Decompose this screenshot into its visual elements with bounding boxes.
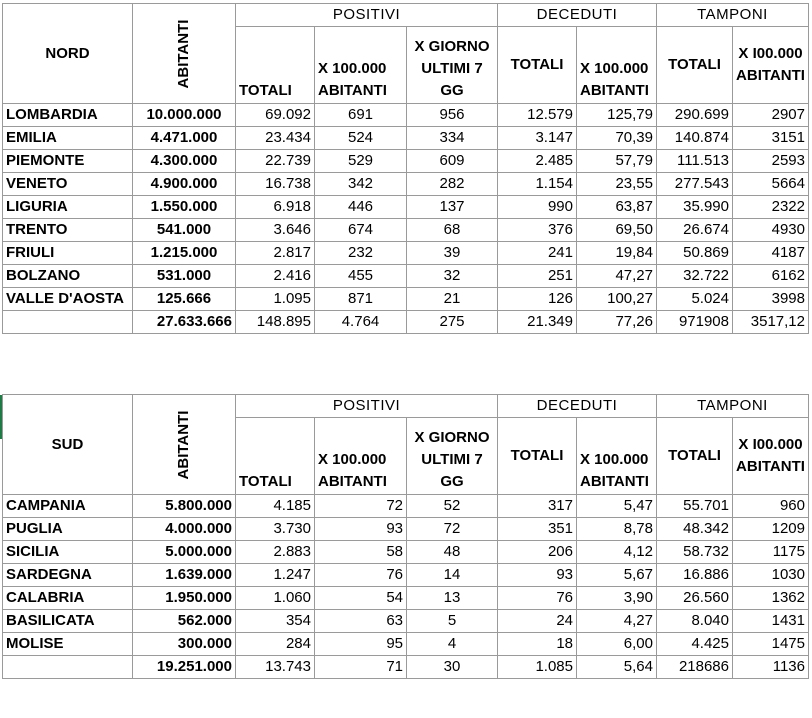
- deceduti-group-header[interactable]: DECEDUTI: [498, 395, 657, 418]
- tamp-100k-cell[interactable]: 2907: [733, 104, 809, 127]
- tamp-tot-cell[interactable]: 35.990: [657, 196, 733, 219]
- abitanti-cell[interactable]: 1.550.000: [133, 196, 236, 219]
- dec-100k-cell[interactable]: 70,39: [577, 127, 657, 150]
- x100k-dec-header[interactable]: X 100.000 ABITANTI: [577, 418, 657, 495]
- abitanti-cell[interactable]: 5.000.000: [133, 541, 236, 564]
- dec-tot-cell[interactable]: 251: [498, 265, 577, 288]
- total-pos-tot-cell[interactable]: 148.895: [236, 311, 315, 334]
- sud-region-title[interactable]: SUD: [3, 395, 133, 495]
- positivi-group-header[interactable]: POSITIVI: [236, 395, 498, 418]
- pos-tot-cell[interactable]: 22.739: [236, 150, 315, 173]
- tamp-tot-cell[interactable]: 26.560: [657, 587, 733, 610]
- pos-giorno-cell[interactable]: 68: [407, 219, 498, 242]
- pos-tot-cell[interactable]: 3.730: [236, 518, 315, 541]
- totali-dec-header[interactable]: TOTALI: [498, 418, 577, 495]
- pos-100k-cell[interactable]: 95: [315, 633, 407, 656]
- tamp-100k-cell[interactable]: 2593: [733, 150, 809, 173]
- pos-100k-cell[interactable]: 455: [315, 265, 407, 288]
- region-name-cell[interactable]: CAMPANIA: [3, 495, 133, 518]
- pos-giorno-cell[interactable]: 4: [407, 633, 498, 656]
- nord-table: [2, 3, 809, 334]
- abitanti-cell[interactable]: 4.471.000: [133, 127, 236, 150]
- abitanti-cell[interactable]: 4.900.000: [133, 173, 236, 196]
- pos-giorno-cell[interactable]: 48: [407, 541, 498, 564]
- total-pos-giorno-cell[interactable]: 275: [407, 311, 498, 334]
- total-pos-giorno-cell[interactable]: 30: [407, 656, 498, 679]
- pos-tot-cell[interactable]: 4.185: [236, 495, 315, 518]
- table-row: [3, 518, 809, 541]
- dec-tot-cell[interactable]: 241: [498, 242, 577, 265]
- tamp-100k-cell[interactable]: 4187: [733, 242, 809, 265]
- tamp-100k-cell[interactable]: 2322: [733, 196, 809, 219]
- pos-100k-cell[interactable]: 871: [315, 288, 407, 311]
- region-name-cell[interactable]: VENETO: [3, 173, 133, 196]
- total-pos-100k-cell[interactable]: 71: [315, 656, 407, 679]
- dec-100k-cell[interactable]: 3,90: [577, 587, 657, 610]
- dec-100k-cell[interactable]: 125,79: [577, 104, 657, 127]
- region-name-cell[interactable]: TRENTO: [3, 219, 133, 242]
- abitanti-cell[interactable]: 4.000.000: [133, 518, 236, 541]
- total-dec-tot-cell[interactable]: 1.085: [498, 656, 577, 679]
- pos-giorno-cell[interactable]: 32: [407, 265, 498, 288]
- pos-giorno-cell[interactable]: 13: [407, 587, 498, 610]
- dec-tot-cell[interactable]: 18: [498, 633, 577, 656]
- total-row: [3, 311, 809, 334]
- x100k-tamp-header[interactable]: X I00.000 ABITANTI: [733, 418, 809, 495]
- abitanti-header[interactable]: [133, 4, 236, 104]
- pos-tot-cell[interactable]: 1.095: [236, 288, 315, 311]
- dec-100k-cell[interactable]: 47,27: [577, 265, 657, 288]
- table-row: [3, 564, 809, 587]
- region-name-cell[interactable]: MOLISE: [3, 633, 133, 656]
- abitanti-cell[interactable]: 1.215.000: [133, 242, 236, 265]
- tamp-100k-cell[interactable]: 960: [733, 495, 809, 518]
- dec-tot-cell[interactable]: 93: [498, 564, 577, 587]
- tamp-100k-cell[interactable]: 1362: [733, 587, 809, 610]
- pos-tot-cell[interactable]: 284: [236, 633, 315, 656]
- pos-tot-cell[interactable]: 1.247: [236, 564, 315, 587]
- total-label-cell[interactable]: [3, 311, 133, 334]
- dec-100k-cell[interactable]: 63,87: [577, 196, 657, 219]
- abitanti-cell[interactable]: 10.000.000: [133, 104, 236, 127]
- pos-giorno-cell[interactable]: 52: [407, 495, 498, 518]
- table-row: [3, 610, 809, 633]
- pos-100k-cell[interactable]: 93: [315, 518, 407, 541]
- region-name-cell[interactable]: SARDEGNA: [3, 564, 133, 587]
- dec-tot-cell[interactable]: 2.485: [498, 150, 577, 173]
- tamponi-group-header[interactable]: TAMPONI: [657, 395, 809, 418]
- total-dec-100k-cell[interactable]: 77,26: [577, 311, 657, 334]
- table-row: [3, 495, 809, 518]
- table-row: [3, 288, 809, 311]
- dec-tot-cell[interactable]: 76: [498, 587, 577, 610]
- tamp-tot-cell[interactable]: 55.701: [657, 495, 733, 518]
- dec-100k-cell[interactable]: 100,27: [577, 288, 657, 311]
- pos-tot-cell[interactable]: 2.416: [236, 265, 315, 288]
- pos-100k-cell[interactable]: 342: [315, 173, 407, 196]
- total-tamp-tot-cell[interactable]: 971908: [657, 311, 733, 334]
- xgiorno-pos-header[interactable]: X GIORNO ULTIMI 7 GG: [407, 27, 498, 104]
- region-name-cell[interactable]: BOLZANO: [3, 265, 133, 288]
- abitanti-cell[interactable]: 531.000: [133, 265, 236, 288]
- pos-giorno-cell[interactable]: 39: [407, 242, 498, 265]
- total-dec-100k-cell[interactable]: 5,64: [577, 656, 657, 679]
- abitanti-cell[interactable]: 562.000: [133, 610, 236, 633]
- totali-tamp-header[interactable]: TOTALI: [657, 418, 733, 495]
- pos-giorno-cell[interactable]: 21: [407, 288, 498, 311]
- pos-100k-cell[interactable]: 63: [315, 610, 407, 633]
- pos-tot-cell[interactable]: 69.092: [236, 104, 315, 127]
- pos-100k-cell[interactable]: 446: [315, 196, 407, 219]
- nord-region-title[interactable]: NORD: [3, 4, 133, 104]
- dec-tot-cell[interactable]: 1.154: [498, 173, 577, 196]
- tamp-tot-cell[interactable]: 58.732: [657, 541, 733, 564]
- dec-100k-cell[interactable]: 57,79: [577, 150, 657, 173]
- abitanti-header[interactable]: [133, 395, 236, 495]
- dec-tot-cell[interactable]: 990: [498, 196, 577, 219]
- pos-giorno-cell[interactable]: 137: [407, 196, 498, 219]
- pos-tot-cell[interactable]: 2.817: [236, 242, 315, 265]
- totali-pos-header[interactable]: TOTALI: [236, 418, 315, 495]
- xgiorno-pos-header[interactable]: X GIORNO ULTIMI 7 GG: [407, 418, 498, 495]
- pos-100k-cell[interactable]: 232: [315, 242, 407, 265]
- abitanti-cell[interactable]: 1.639.000: [133, 564, 236, 587]
- dec-tot-cell[interactable]: 351: [498, 518, 577, 541]
- tamp-tot-cell[interactable]: 111.513: [657, 150, 733, 173]
- region-name-cell[interactable]: LIGURIA: [3, 196, 133, 219]
- abitanti-cell[interactable]: 541.000: [133, 219, 236, 242]
- dec-100k-cell[interactable]: 19,84: [577, 242, 657, 265]
- pos-tot-cell[interactable]: 16.738: [236, 173, 315, 196]
- totali-dec-header[interactable]: TOTALI: [498, 27, 577, 104]
- region-name-cell[interactable]: FRIULI: [3, 242, 133, 265]
- tamp-tot-cell[interactable]: 32.722: [657, 265, 733, 288]
- dec-100k-cell[interactable]: 6,00: [577, 633, 657, 656]
- table-row: [3, 127, 809, 150]
- table-row: [3, 633, 809, 656]
- table-row: [3, 150, 809, 173]
- positivi-group-header[interactable]: POSITIVI: [236, 4, 498, 27]
- tamp-100k-cell[interactable]: 1431: [733, 610, 809, 633]
- dec-100k-cell[interactable]: 5,67: [577, 564, 657, 587]
- total-abitanti-cell[interactable]: 19.251.000: [133, 656, 236, 679]
- tamp-100k-cell[interactable]: 6162: [733, 265, 809, 288]
- pos-100k-cell[interactable]: 58: [315, 541, 407, 564]
- pos-giorno-cell[interactable]: 72: [407, 518, 498, 541]
- tamp-tot-cell[interactable]: 277.543: [657, 173, 733, 196]
- total-dec-tot-cell[interactable]: 21.349: [498, 311, 577, 334]
- pos-100k-cell[interactable]: 529: [315, 150, 407, 173]
- pos-giorno-cell[interactable]: 334: [407, 127, 498, 150]
- tamp-tot-cell[interactable]: 8.040: [657, 610, 733, 633]
- table-row: [3, 196, 809, 219]
- pos-100k-cell[interactable]: 524: [315, 127, 407, 150]
- tamp-tot-cell[interactable]: 26.674: [657, 219, 733, 242]
- total-abitanti-cell[interactable]: 27.633.666: [133, 311, 236, 334]
- total-pos-100k-cell[interactable]: 4.764: [315, 311, 407, 334]
- table-row: [3, 587, 809, 610]
- table-row: [3, 104, 809, 127]
- region-name-cell[interactable]: VALLE D'AOSTA: [3, 288, 133, 311]
- tamp-100k-cell[interactable]: 3151: [733, 127, 809, 150]
- dec-100k-cell[interactable]: 4,12: [577, 541, 657, 564]
- total-tamp-tot-cell[interactable]: 218686: [657, 656, 733, 679]
- region-name-cell[interactable]: EMILIA: [3, 127, 133, 150]
- pos-tot-cell[interactable]: 6.918: [236, 196, 315, 219]
- tamponi-group-header[interactable]: TAMPONI: [657, 4, 809, 27]
- total-label-cell[interactable]: [3, 656, 133, 679]
- pos-giorno-cell[interactable]: 609: [407, 150, 498, 173]
- deceduti-group-header[interactable]: DECEDUTI: [498, 4, 657, 27]
- pos-100k-cell[interactable]: 691: [315, 104, 407, 127]
- table-row: [3, 173, 809, 196]
- tamp-100k-cell[interactable]: 5664: [733, 173, 809, 196]
- tamp-tot-cell[interactable]: 140.874: [657, 127, 733, 150]
- pos-giorno-cell[interactable]: 282: [407, 173, 498, 196]
- table-row: [3, 541, 809, 564]
- pos-100k-cell[interactable]: 76: [315, 564, 407, 587]
- dec-100k-cell[interactable]: 8,78: [577, 518, 657, 541]
- pos-giorno-cell[interactable]: 14: [407, 564, 498, 587]
- abitanti-cell[interactable]: 4.300.000: [133, 150, 236, 173]
- tamp-100k-cell[interactable]: 1175: [733, 541, 809, 564]
- abitanti-header-label: ABITANTI: [175, 410, 192, 479]
- abitanti-cell[interactable]: 300.000: [133, 633, 236, 656]
- pos-giorno-cell[interactable]: 5: [407, 610, 498, 633]
- pos-100k-cell[interactable]: 72: [315, 495, 407, 518]
- region-name-cell[interactable]: CALABRIA: [3, 587, 133, 610]
- region-name-cell[interactable]: LOMBARDIA: [3, 104, 133, 127]
- pos-tot-cell[interactable]: 354: [236, 610, 315, 633]
- dec-tot-cell[interactable]: 3.147: [498, 127, 577, 150]
- pos-100k-cell[interactable]: 674: [315, 219, 407, 242]
- tamp-100k-cell[interactable]: 1209: [733, 518, 809, 541]
- dec-tot-cell[interactable]: 376: [498, 219, 577, 242]
- tamp-100k-cell[interactable]: 4930: [733, 219, 809, 242]
- pos-tot-cell[interactable]: 23.434: [236, 127, 315, 150]
- tamp-tot-cell[interactable]: 5.024: [657, 288, 733, 311]
- x100k-dec-header[interactable]: X 100.000 ABITANTI: [577, 27, 657, 104]
- tamp-tot-cell[interactable]: 50.869: [657, 242, 733, 265]
- abitanti-cell[interactable]: 5.800.000: [133, 495, 236, 518]
- region-name-cell[interactable]: PUGLIA: [3, 518, 133, 541]
- dec-tot-cell[interactable]: 206: [498, 541, 577, 564]
- total-pos-tot-cell[interactable]: 13.743: [236, 656, 315, 679]
- region-name-cell[interactable]: PIEMONTE: [3, 150, 133, 173]
- x100k-pos-header[interactable]: X 100.000 ABITANTI: [315, 27, 407, 104]
- abitanti-cell[interactable]: 125.666: [133, 288, 236, 311]
- totali-tamp-header[interactable]: TOTALI: [657, 27, 733, 104]
- dec-100k-cell[interactable]: 69,50: [577, 219, 657, 242]
- tamp-100k-cell[interactable]: 1475: [733, 633, 809, 656]
- pos-100k-cell[interactable]: 54: [315, 587, 407, 610]
- tamp-tot-cell[interactable]: 290.699: [657, 104, 733, 127]
- x100k-pos-header[interactable]: X 100.000 ABITANTI: [315, 418, 407, 495]
- table-row: [3, 219, 809, 242]
- table-row: [3, 242, 809, 265]
- pos-tot-cell[interactable]: 1.060: [236, 587, 315, 610]
- table-row: [3, 265, 809, 288]
- x100k-tamp-header[interactable]: X I00.000 ABITANTI: [733, 27, 809, 104]
- dec-100k-cell[interactable]: 4,27: [577, 610, 657, 633]
- tamp-tot-cell[interactable]: 16.886: [657, 564, 733, 587]
- tamp-tot-cell[interactable]: 4.425: [657, 633, 733, 656]
- dec-tot-cell[interactable]: 126: [498, 288, 577, 311]
- abitanti-cell[interactable]: 1.950.000: [133, 587, 236, 610]
- totali-pos-header[interactable]: TOTALI: [236, 27, 315, 104]
- pos-tot-cell[interactable]: 2.883: [236, 541, 315, 564]
- dec-tot-cell[interactable]: 317: [498, 495, 577, 518]
- total-tamp-100k-cell[interactable]: 3517,12: [733, 311, 809, 334]
- tamp-tot-cell[interactable]: 48.342: [657, 518, 733, 541]
- total-tamp-100k-cell[interactable]: 1136: [733, 656, 809, 679]
- pos-tot-cell[interactable]: 3.646: [236, 219, 315, 242]
- sud-table: [2, 394, 809, 679]
- pos-giorno-cell[interactable]: 956: [407, 104, 498, 127]
- dec-tot-cell[interactable]: 12.579: [498, 104, 577, 127]
- tamp-100k-cell[interactable]: 1030: [733, 564, 809, 587]
- dec-tot-cell[interactable]: 24: [498, 610, 577, 633]
- total-row: [3, 656, 809, 679]
- region-name-cell[interactable]: SICILIA: [3, 541, 133, 564]
- dec-100k-cell[interactable]: 5,47: [577, 495, 657, 518]
- region-name-cell[interactable]: BASILICATA: [3, 610, 133, 633]
- dec-100k-cell[interactable]: 23,55: [577, 173, 657, 196]
- abitanti-header-label: ABITANTI: [175, 19, 192, 88]
- tamp-100k-cell[interactable]: 3998: [733, 288, 809, 311]
